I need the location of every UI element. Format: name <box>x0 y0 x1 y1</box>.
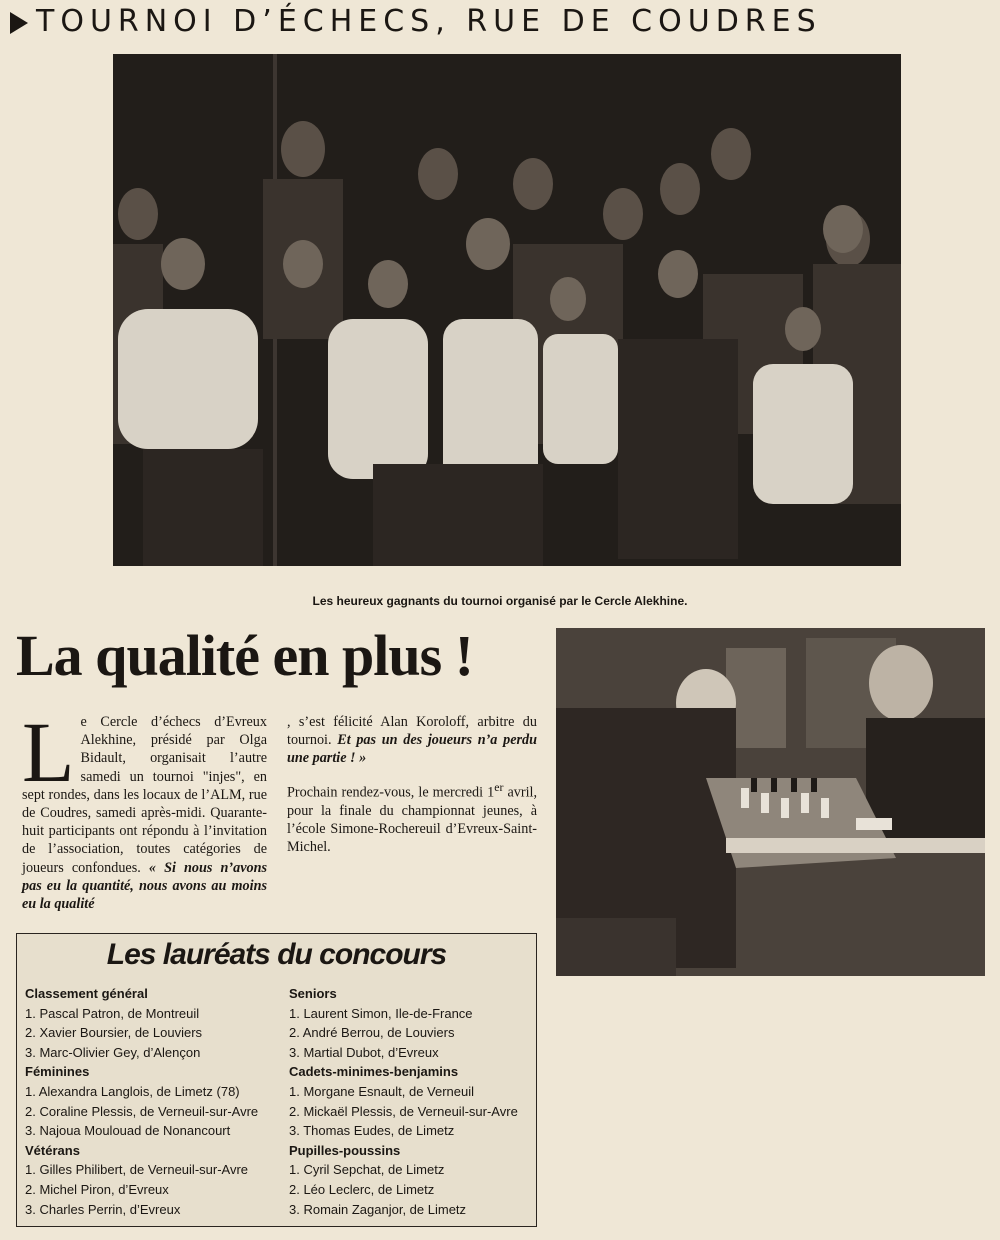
winner-entry: 2. Mickaël Plessis, de Verneuil-sur-Avre <box>289 1103 518 1119</box>
category-title: Classement général <box>25 986 148 1001</box>
winner-entry: 1. Laurent Simon, Ile-de-France <box>289 1005 473 1021</box>
winner-entry: 3. Najoua Moulouad de Nonancourt <box>25 1123 231 1139</box>
article-attribution: , s’est félicité Alan Koroloff, arbitre du tournoi. <box>287 714 537 749</box>
winner-entry: 2. Coraline Plessis, de Verneuil-sur-Avre <box>25 1103 259 1119</box>
winner-entry: 1. Alexandra Langlois, de Limetz (78) <box>25 1083 240 1099</box>
winners-box <box>16 933 537 1227</box>
article-paragraph-2b: avril, pour la finale du championnat jeunes, à l’école Simone-Rochereuil d’Evreux-Saint-Michel. <box>287 784 538 855</box>
chess-players-illustration <box>556 628 985 976</box>
dropcap: L <box>22 704 75 800</box>
winners-title: Les lauréats du concours <box>106 938 447 971</box>
winner-entry: 1. Cyril Sepchat, de Limetz <box>289 1162 445 1178</box>
headline: La qualité en plus ! <box>16 623 473 688</box>
winner-entry: 3. Charles Perrin, d’Evreux <box>25 1201 181 1217</box>
group-photo-illustration <box>113 54 901 566</box>
article-column-1 <box>22 704 268 913</box>
winner-entry: 1. Pascal Patron, de Montreuil <box>25 1005 200 1021</box>
category-title: Seniors <box>289 986 337 1001</box>
winner-entry: 3. Thomas Eudes, de Limetz <box>289 1123 455 1139</box>
category-title: Pupilles-poussins <box>289 1142 401 1158</box>
winner-entry: 3. Martial Dubot, d’Evreux <box>289 1044 439 1060</box>
winners-list-left <box>25 984 285 1219</box>
article-paragraph-2a: Prochain rendez-vous, le mercredi 1 <box>287 784 495 801</box>
category-title: Féminines <box>25 1064 90 1080</box>
winner-entry: 3. Marc-Olivier Gey, d’Alençon <box>25 1044 201 1060</box>
winner-entry: 1. Gilles Philibert, de Verneuil-sur-Avre <box>25 1162 249 1178</box>
photo-caption: Les heureux gagnants du tournoi organisé par le Cercle Alekhine. <box>312 594 688 608</box>
article-paragraph-1: e Cercle d’échecs d’Evreux Alekhine, présidé par Olga Bidault, organisait l’autre samedi un tournoi "injes", en sept rondes, dans les locaux de l’ALM, rue de Coudres, samedi après-midi. Quarante-huit participants ont répondu à l’invitation de l’association, toutes catégories de joueurs confondues. <box>22 714 267 876</box>
winner-entry: 2. André Berrou, de Louviers <box>289 1025 455 1041</box>
chess-players-photo <box>556 628 985 976</box>
winner-entry: 2. Léo Leclerc, de Limetz <box>289 1181 435 1197</box>
category-title: Cadets-minimes-benjamins <box>289 1064 459 1080</box>
winner-entry: 2. Xavier Boursier, de Louviers <box>25 1025 203 1041</box>
winners-list-right <box>289 984 534 1219</box>
article-quote-end: Et pas un des joueurs n’a perdu une partie ! » <box>287 732 537 767</box>
winner-entry: 3. Romain Zaganjor, de Limetz <box>289 1201 467 1217</box>
article-superscript: er <box>494 779 504 794</box>
winner-entry: 2. Michel Piron, d’Evreux <box>25 1181 169 1197</box>
kicker-text: TOURNOI D’ÉCHECS, RUE DE COUDRES <box>36 4 822 39</box>
winner-entry: 1. Morgane Esnault, de Verneuil <box>289 1083 475 1099</box>
triangle-icon <box>10 12 28 34</box>
article-column-2-text <box>287 713 537 856</box>
category-title: Vétérans <box>25 1142 80 1158</box>
section-kicker <box>10 4 822 39</box>
article-quote-start: « Si nous n’avons pas eu la quantité, nous avons au moins eu la qualité <box>22 859 268 913</box>
group-photo <box>113 54 901 566</box>
